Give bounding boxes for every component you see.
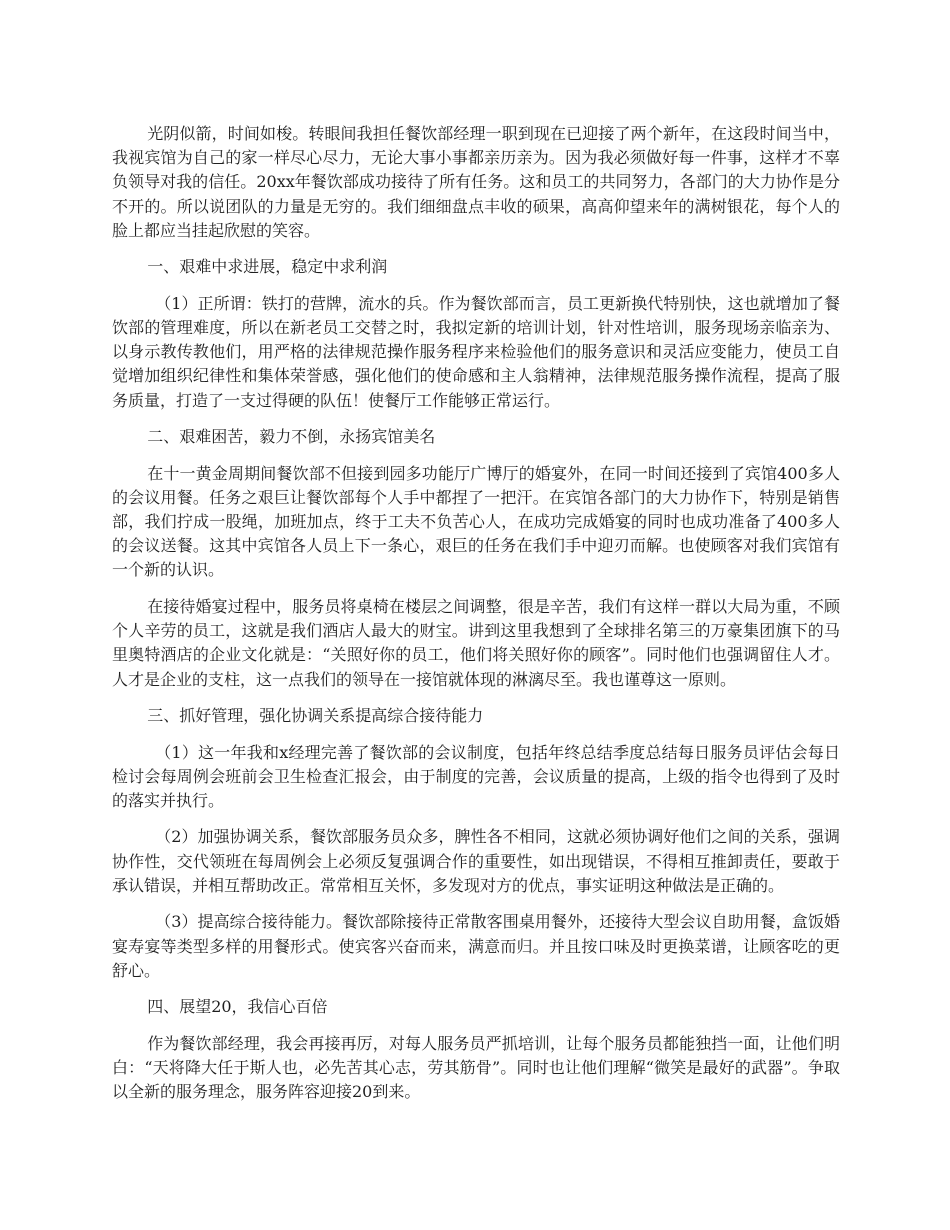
section-3-item-2: （2）加强协调关系，餐饮部服务员众多，脾性各不相同，这就必须协调好他们之间的关系，强调协作性，交代领班在每周例会上必须反复强调合作的重要性，如出现错误，不得相互推卸责任，要敢于承认错误，并相互帮助改正。常常相互关怀，多发现对方的优点，事实证明这种做法是正确的。: [112, 827, 840, 895]
section-heading-1: 一、艰难中求进展，稳定中求利润: [147, 257, 388, 277]
section-heading-4: 四、展望20，我信心百倍: [147, 997, 328, 1017]
section-heading-2: 二、艰难困苦，毅力不倒，永扬宾馆美名: [147, 427, 436, 447]
section-4-paragraph-1: 作为餐饮部经理，我会再接再厉，对每人服务员严抓培训，让每个服务员都能独挡一面，让他们明白：“天将降大任于斯人也，必先苦其心志，劳其筋骨”。同时也让他们理解“微笑是最好的武器”。争取以全新的服务理念，服务阵容迎接20到来。: [112, 1033, 840, 1102]
intro-paragraph: 光阴似箭，时间如梭。转眼间我担任餐饮部经理一职到现在已迎接了两个新年，在这段时间当中，我视宾馆为自己的家一样尽心尽力，无论大事小事都亲历亲为。因为我必须做好每一件事，这样才不辜负领导对我的信任。20xx年餐饮部成功接待了所有任务。这和员工的共同努力，各部门的大力协作是分不开的。所以说团队的力量是无穷的。我们细细盘点丰收的硕果，高高仰望来年的满树银花，每个人的脸上都应当挂起欣慰的笑容。: [112, 124, 840, 240]
section-2-paragraph-1: 在十一黄金周期间餐饮部不但接到园多功能厅广博厅的婚宴外，在同一时间还接到了宾馆400多人的会议用餐。任务之艰巨让餐饮部每个人手中都捏了一把汗。在宾馆各部门的大力协作下，特别是销售部，我们拧成一股绳，加班加点，终于工夫不负苦心人，在成功完成婚宴的同时也成功准备了400多人的会议送餐。这其中宾馆各人员上下一条心，艰巨的任务在我们手中迎刃而解。也使顾客对我们宾馆有一个新的认识。: [112, 463, 840, 580]
section-3-item-1: （1）这一年我和x经理完善了餐饮部的会议制度，包括年终总结季度总结每日服务员评估会每日检讨会每周例会班前会卫生检查汇报会，由于制度的完善，会议质量的提高，上级的指令也得到了及时的落实并执行。: [112, 742, 840, 810]
section-3-item-3: （3）提高综合接待能力。餐饮部除接待正常散客围桌用餐外，还接待大型会议自助用餐，盒饭婚宴寿宴等类型多样的用餐形式。使宾客兴奋而来，满意而归。并且按口味及时更换菜谱，让顾客吃的更舒心。: [112, 912, 840, 980]
section-2-paragraph-2: 在接待婚宴过程中，服务员将桌椅在楼层之间调整，很是辛苦，我们有这样一群以大局为重，不顾个人辛劳的员工，这就是我们酒店人最大的财宝。讲到这里我想到了全球排名第三的万豪集团旗下的马里奥特酒店的企业文化就是：“关照好你的员工，他们将关照好你的顾客”。同时他们也强调留住人才。人才是企业的支柱，这一点我们的领导在一接馆就体现的淋漓尽至。我也谨尊这一原则。: [112, 596, 840, 689]
section-1-item-1: （1）正所谓：铁打的营牌，流水的兵。作为餐饮部而言，员工更新换代特别快，这也就增加了餐饮部的管理难度，所以在新老员工交替之时，我拟定新的培训计划，针对性培训，服务现场亲临亲为、以身示教传教他们，用严格的法律规范操作服务程序来检验他们的服务意识和灵活应变能力，使员工自觉增加组织纪律性和集体荣誉感，强化他们的使命感和主人翁精神，法律规范服务操作流程，提高了服务质量，打造了一支过得硬的队伍！使餐厅工作能够正常运行。: [112, 293, 840, 410]
section-heading-3: 三、抓好管理，强化协调关系提高综合接待能力: [147, 706, 484, 726]
document-body: [112, 122, 840, 1117]
